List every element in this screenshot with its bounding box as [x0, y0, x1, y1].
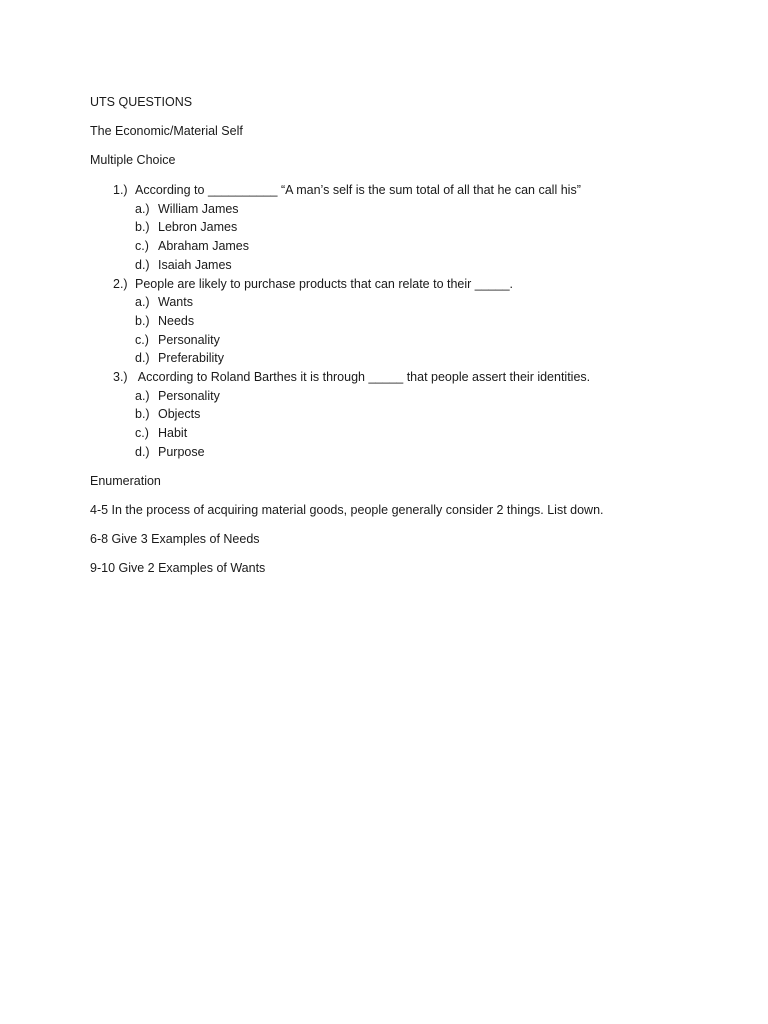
option-text: Preferability: [158, 351, 224, 366]
option-item: [90, 443, 690, 462]
option-list: [90, 387, 690, 462]
option-text: Abraham James: [158, 239, 250, 254]
option-text: William James: [158, 201, 239, 216]
option-item: [90, 256, 690, 275]
question-item: [90, 275, 690, 294]
question-text: According to __________ “A man’s self is the sum total of all that he can call his”: [135, 183, 581, 197]
option-letter: a.): [135, 295, 150, 310]
section-heading-multiple-choice: Multiple Choice: [90, 153, 176, 167]
option-text: Personality: [158, 332, 220, 347]
option-letter: d.): [135, 257, 150, 272]
option-letter: c.): [135, 239, 149, 254]
topic-heading: The Economic/Material Self: [90, 124, 243, 138]
option-item: [90, 293, 690, 312]
option-group: [90, 387, 690, 462]
option-item: [90, 387, 690, 406]
option-item: [90, 331, 690, 350]
option-text: Purpose: [158, 444, 205, 459]
question-text: People are likely to purchase products that can relate to their _____.: [135, 276, 514, 291]
option-item: [90, 200, 690, 219]
option-text: Personality: [158, 388, 220, 403]
option-letter: d.): [135, 444, 150, 459]
question-item: [90, 368, 690, 387]
document-title: UTS QUESTIONS: [90, 95, 193, 109]
option-list: [90, 293, 690, 368]
option-text: Needs: [158, 313, 195, 328]
option-item: [90, 218, 690, 237]
option-item: [90, 424, 690, 443]
option-text: Isaiah James: [158, 257, 232, 272]
question-item: [90, 181, 690, 200]
option-group: [90, 200, 690, 275]
option-text: Wants: [158, 295, 193, 310]
option-text: Habit: [158, 426, 188, 441]
document-page: [90, 94, 690, 589]
section-heading-enumeration: Enumeration: [90, 474, 161, 489]
question-number: 3.): [113, 370, 128, 385]
enumeration-item: 6-8 Give 3 Examples of Needs: [90, 532, 260, 547]
option-letter: b.): [135, 313, 150, 328]
question-number: 1.): [113, 183, 128, 197]
enumeration-item: 4-5 In the process of acquiring material goods, people generally consider 2 things. List down.: [90, 503, 604, 518]
question-list: [90, 181, 690, 462]
option-text: Lebron James: [158, 220, 238, 235]
option-letter: b.): [135, 407, 150, 422]
option-list: [90, 200, 690, 275]
enumeration-item: 9-10 Give 2 Examples of Wants: [90, 561, 266, 576]
option-text: Objects: [158, 407, 201, 422]
option-letter: a.): [135, 201, 150, 216]
option-item: [90, 312, 690, 331]
option-group: [90, 293, 690, 368]
option-letter: d.): [135, 351, 150, 366]
option-item: [90, 237, 690, 256]
option-item: [90, 405, 690, 424]
option-letter: b.): [135, 220, 150, 235]
question-text: According to Roland Barthes it is through _____ that people assert their identities.: [135, 370, 591, 385]
option-letter: c.): [135, 426, 149, 441]
option-item: [90, 349, 690, 368]
question-number: 2.): [113, 276, 128, 291]
option-letter: a.): [135, 388, 150, 403]
option-letter: c.): [135, 332, 149, 347]
